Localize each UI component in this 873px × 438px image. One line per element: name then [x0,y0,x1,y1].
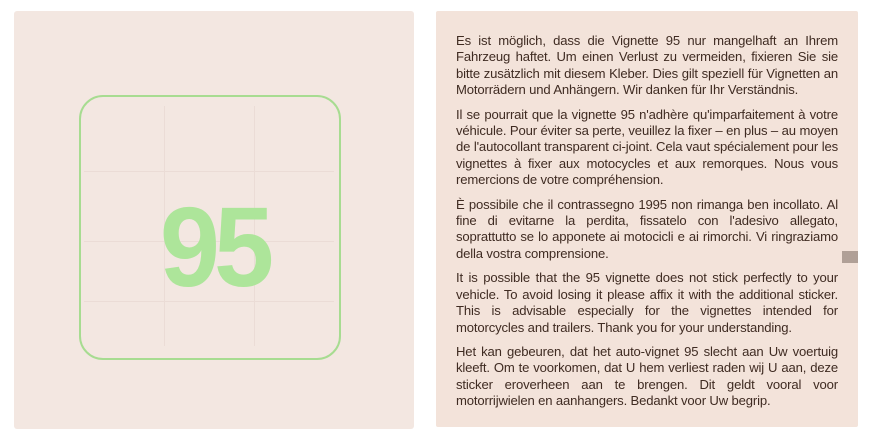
vignette-sticker [14,11,414,429]
notice-paragraph-de: Es ist möglich, dass die Vignette 95 nur mangelhaft an Ihrem Fahrzeug haftet. Um einen Verlust zu vermeiden, fixieren Sie sie bitte zusätzlich mit diesem Kleber. Dies gilt speziell für Vignetten an Motorrädern und Anhängern. Wir danken für Ihr Verständnis. [456,33,838,98]
edge-tab [842,251,858,263]
notice-paragraph-en: It is possible that the 95 vignette does not stick perfectly to your vehicle. To avoid losing it please affix it with the additional sticker. This is advisable especially for the vignettes intended for motorcycles and trailers. Thank you for your understanding. [456,270,838,335]
notice-paragraph-fr: Il se pourrait que la vignette 95 n'adhère qu'imparfaitement à votre véhicule. Pour éviter sa perte, veuillez la fixer – en plus – au moyen de l'autocollant transparent ci-joint. Cela vaut spécialement pour les vignettes à fixer aux motocycles et aux remorques. Nous vous remercions de votre compréhension. [456,106,838,188]
notice-paragraph-nl: Het kan gebeuren, dat het auto-vignet 95 slecht aan Uw voertuig kleeft. Om te voorkomen, dat U hem verliest raden wij U aan, deze sticker eroverheen aan te brengen. Dit geldt vooral voor motorrijwielen en aanhangers. Bedankt voor Uw begrip. [456,343,838,409]
notice-card [436,11,858,427]
notice-paragraph-it: È possibile che il contrassegno 1995 non rimanga ben incollato. Al fine di evitarne la perdita, fissatelo con l'adesivo allegato, soprattutto se lo apponete ai motocicli e ai rimorchi. Vi ringraziamo della vostra comprensione. [456,196,838,261]
vignette-number: 95 [159,182,269,310]
